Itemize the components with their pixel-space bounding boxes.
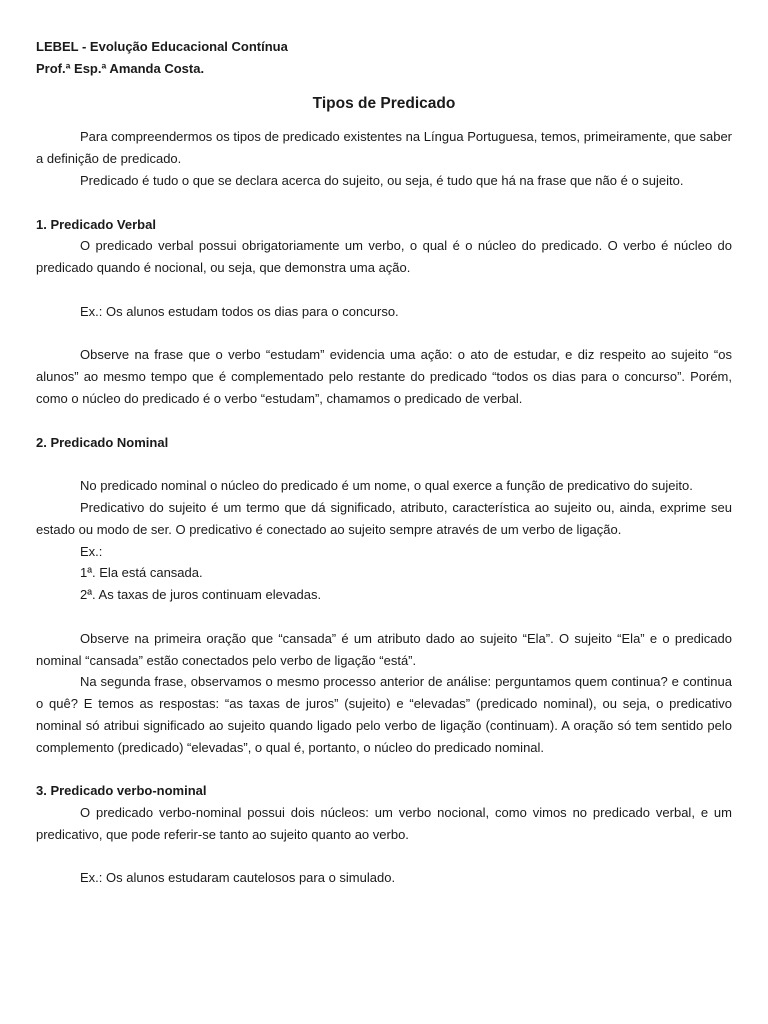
section1-example: Ex.: Os alunos estudam todos os dias para o concurso.: [80, 303, 399, 319]
section2-example-1: 1ª. Ela está cansada.: [80, 565, 203, 581]
spacer: [36, 279, 732, 301]
section1-paragraph-2: Observe na frase que o verbo “estudam” evidencia uma ação: o ato de estudar, e diz respeito ao sujeito “os alunos” ao mesmo tempo que é complementado pelo restante do predicado “todos os dias para o concurso”. Porém, como o núcleo do predicado é o verbo “estudam”, chamamos o predicado de verbal.: [36, 347, 732, 406]
spacer: [36, 846, 732, 868]
section3-paragraph-1: O predicado verbo-nominal possui dois núcleos: um verbo nocional, como vimos no predicado verbal, e um predicativo, que pode referir-se tanto ao sujeito quanto ao verbo.: [36, 805, 732, 842]
section2-paragraph-2: Predicativo do sujeito é um termo que dá significado, atributo, característica ao sujeito ou, ainda, exprime seu estado ou modo de ser. O predicativo é conectado ao sujeito sempre através de um verbo de ligação.: [36, 499, 732, 537]
section3-example: Ex.: Os alunos estudaram cautelosos para o simulado.: [80, 870, 396, 886]
section-heading-predicado-verbo-nominal: 3. Predicado verbo-nominal: [36, 783, 207, 799]
spacer: [36, 759, 732, 781]
section2-paragraph-1: No predicado nominal o núcleo do predicado é um nome, o qual exerce a função de predicativo do sujeito.: [80, 478, 693, 494]
spacer: [36, 453, 732, 475]
teacher-name: Prof.ª Esp.ª Amanda Costa.: [36, 60, 205, 76]
page-title: Tipos de Predicado: [312, 94, 456, 112]
spacer: [36, 410, 732, 432]
section2-paragraph-4: Na segunda frase, observamos o mesmo processo anterior de análise: perguntamos quem continua? e continua o quê? E temos as respostas: “as taxas de juros” (sujeito) e “elevadas” (predicado nominal), ou seja, o predicativo nominal só atribui significado ao sujeito quando ligado pelo verbo de ligação (continuam). A oração só tem sentido pelo complemento (predicado) “elevadas”, o qual é, portanto, o núcleo do predicado nominal.: [36, 674, 732, 755]
spacer: [36, 606, 732, 628]
section-heading-predicado-nominal: 2. Predicado Nominal: [36, 434, 169, 450]
intro-paragraph-2: Predicado é tudo o que se declara acerca do sujeito, ou seja, é tudo que há na frase que não é o sujeito.: [80, 172, 684, 188]
section2-paragraph-3: Observe na primeira oração que “cansada” é um atributo dado ao sujeito “Ela”. O sujeito “Ela” e o predicado nominal “cansada” estão conectados pelo verbo de ligação “está”.: [36, 630, 732, 668]
section-heading-predicado-verbal: 1. Predicado Verbal: [36, 216, 156, 232]
intro-paragraph-1: Para compreendermos os tipos de predicado existentes na Língua Portuguesa, temos, primeiramente, que saber a definição de predicado.: [36, 129, 732, 167]
spacer: [36, 323, 732, 345]
section2-example-2: 2ª. As taxas de juros continuam elevadas.: [80, 587, 322, 603]
section2-example-label: Ex.:: [80, 543, 103, 559]
institution-header: LEBEL - Evolução Educacional Contínua: [36, 39, 288, 54]
section1-paragraph-1: O predicado verbal possui obrigatoriamente um verbo, o qual é o núcleo do predicado. O verbo é núcleo do predicado quando é nocional, ou seja, que demonstra uma ação.: [36, 238, 732, 276]
spacer: [36, 192, 732, 214]
